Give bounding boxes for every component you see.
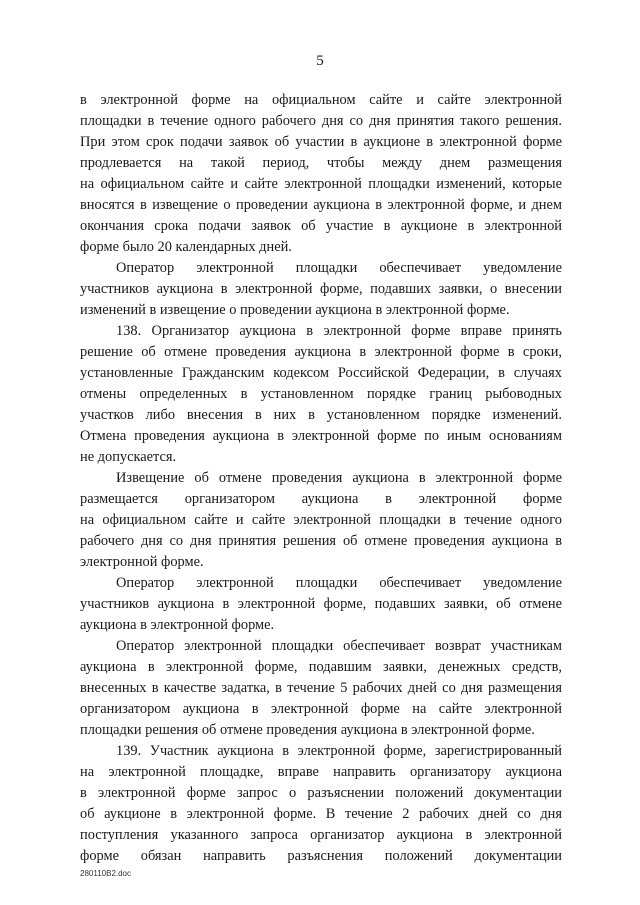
paragraph	[80, 636, 562, 741]
text-line: на электронной площадке, вправе направить организатору аукциона	[80, 764, 562, 780]
text-line: решение об отмене проведения аукциона в электронной форме в сроки,	[80, 344, 562, 360]
text-line: При этом срок подачи заявок об участии в аукционе в электронной форме	[80, 134, 562, 150]
text-line: аукциона в электронной форме, подавшим заявки, денежных средств,	[80, 659, 562, 675]
document-body	[80, 90, 562, 867]
text-line: установленные Гражданским кодексом Российской Федерации, в случаях	[80, 365, 562, 381]
text-line: участников аукциона в электронной форме, подавших заявки, об отмене	[80, 596, 562, 612]
text-line: не допускается.	[80, 449, 177, 465]
text-line: в электронной форме запрос о разъяснении положений документации	[80, 785, 562, 801]
text-line: изменений в извещение о проведении аукциона в электронной форме.	[80, 302, 510, 318]
text-line: форме было 20 календарных дней.	[80, 239, 292, 255]
text-line: на официальном сайте и сайте электронной площадки изменений, которые	[80, 176, 562, 192]
text-line: поступления указанного запроса организатор аукциона в электронной	[80, 827, 562, 843]
text-line: 139. Участник аукциона в электронной форме, зарегистрированный	[116, 743, 562, 759]
text-line: вносятся в извещение о проведении аукциона в электронной форме, и днем	[80, 197, 562, 213]
text-line: 138. Организатор аукциона в электронной форме вправе принять	[116, 323, 562, 339]
page-number: 5	[316, 53, 324, 69]
text-line: окончания срока подачи заявок об участие в аукционе в электронной	[80, 218, 562, 234]
footer-filename: 280110B2.doc	[80, 869, 132, 878]
text-line: об аукционе в электронной форме. В течение 2 рабочих дней со дня	[80, 806, 562, 822]
paragraph	[80, 258, 562, 321]
paragraph	[80, 90, 562, 258]
text-line: организатором аукциона в электронной форме на сайте электронной	[80, 701, 562, 717]
text-line: электронной форме.	[80, 554, 204, 570]
text-line: в электронной форме на официальном сайте и сайте электронной	[80, 92, 562, 108]
text-line: Извещение об отмене проведения аукциона в электронной форме	[116, 470, 562, 486]
text-line: площадки в течение одного рабочего дня со дня принятия такого решения.	[80, 113, 562, 129]
text-line: Оператор электронной площадки обеспечивает уведомление	[116, 260, 562, 276]
text-line: форме обязан направить разъяснения положений документации	[80, 848, 562, 864]
paragraph	[80, 468, 562, 573]
text-line: Оператор электронной площадки обеспечивает возврат участникам	[116, 638, 562, 654]
text-line: на официальном сайте и сайте электронной площадки в течение одного	[80, 512, 562, 528]
text-line: отмены определенных в установленном порядке границ рыбоводных	[80, 386, 562, 402]
text-line: размещается организатором аукциона в электронной форме	[80, 491, 562, 507]
text-line: Оператор электронной площадки обеспечивает уведомление	[116, 575, 562, 591]
text-line: Отмена проведения аукциона в электронной форме по иным основаниям	[80, 428, 562, 444]
text-line: внесенных в качестве задатка, в течение 5 рабочих дней со дня размещения	[80, 680, 562, 696]
text-line: участков либо внесения в них в установленном порядке изменений.	[80, 407, 562, 423]
paragraph	[80, 573, 562, 636]
text-line: продлевается на такой период, чтобы между днем размещения	[80, 155, 562, 171]
text-line: аукциона в электронной форме.	[80, 617, 275, 633]
paragraph	[80, 321, 562, 468]
paragraph	[80, 741, 562, 867]
text-line: участников аукциона в электронной форме, подавших заявки, о внесении	[80, 281, 562, 297]
text-line: площадки решения об отмене проведения аукциона в электронной форме.	[80, 722, 535, 738]
text-line: рабочего дня со дня принятия решения об отмене проведения аукциона в	[80, 533, 562, 549]
